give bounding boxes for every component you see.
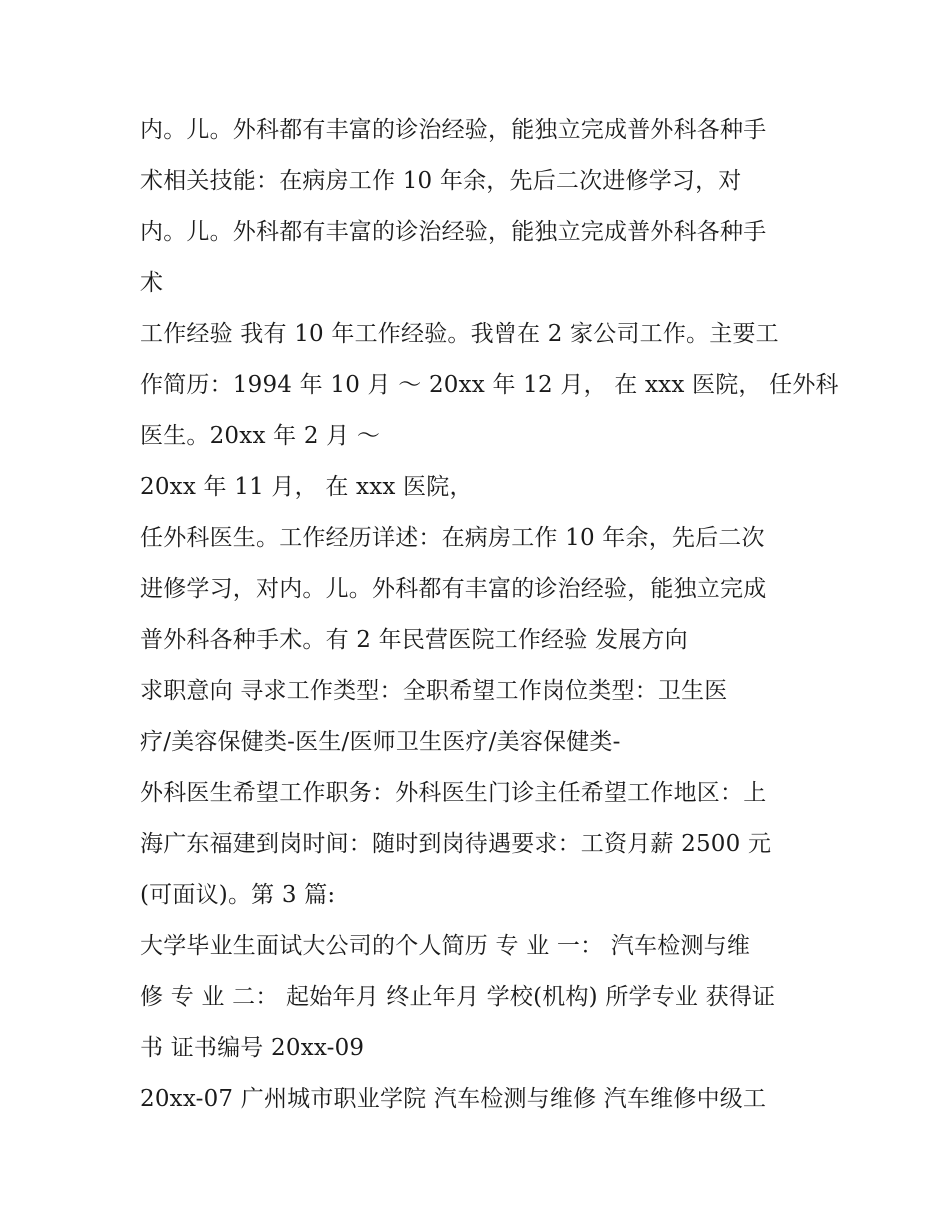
text-line: 外科医生希望工作职务：外科医生门诊主任希望工作地区：上 (140, 780, 767, 806)
text-line: 任外科医生。工作经历详述：在病房工作 10 年余，先后二次 (140, 525, 765, 551)
text-line: 医生。20xx 年 2 月 ～ (140, 423, 381, 449)
text-line: 术相关技能：在病房工作 10 年余，先后二次进修学习，对 (140, 168, 742, 194)
text-line: (可面议)。第 3 篇: (140, 882, 336, 908)
text-line: 内。儿。外科都有丰富的诊治经验，能独立完成普外科各种手 (140, 219, 767, 245)
text-line: 求职意向 寻求工作类型：全职希望工作岗位类型：卫生医 (140, 678, 728, 704)
text-line: 作简历：1994 年 10 月 ～ 20xx 年 12 月， 在 xxx 医院， 任外科 (140, 372, 839, 398)
text-line: 书 证书编号 20xx-09 (140, 1035, 365, 1061)
text-line: 20xx 年 11 月， 在 xxx 医院， (140, 474, 473, 500)
text-line: 疗/美容保健类-医生/医师卫生医疗/美容保健类- (140, 729, 621, 755)
text-line: 20xx-07 广州城市职业学院 汽车检测与维修 汽车维修中级工 (140, 1086, 767, 1112)
text-line: 普外科各种手术。有 2 年民营医院工作经验 发展方向 (140, 627, 688, 653)
text-line: 大学毕业生面试大公司的个人简历 专 业 一： 汽车检测与维 (140, 933, 751, 959)
text-line: 进修学习，对内。儿。外科都有丰富的诊治经验，能独立完成 (140, 576, 767, 602)
text-line: 修 专 业 二： 起始年月 终止年月 学校(机构) 所学专业 获得证 (140, 984, 776, 1010)
text-line: 工作经验 我有 10 年工作经验。我曾在 2 家公司工作。主要工 (140, 321, 779, 347)
text-line: 内。儿。外科都有丰富的诊治经验，能独立完成普外科各种手 (140, 117, 767, 143)
text-line: 术 (140, 270, 164, 296)
text-line: 海广东福建到岗时间：随时到岗待遇要求：工资月薪 2500 元 (140, 831, 772, 857)
